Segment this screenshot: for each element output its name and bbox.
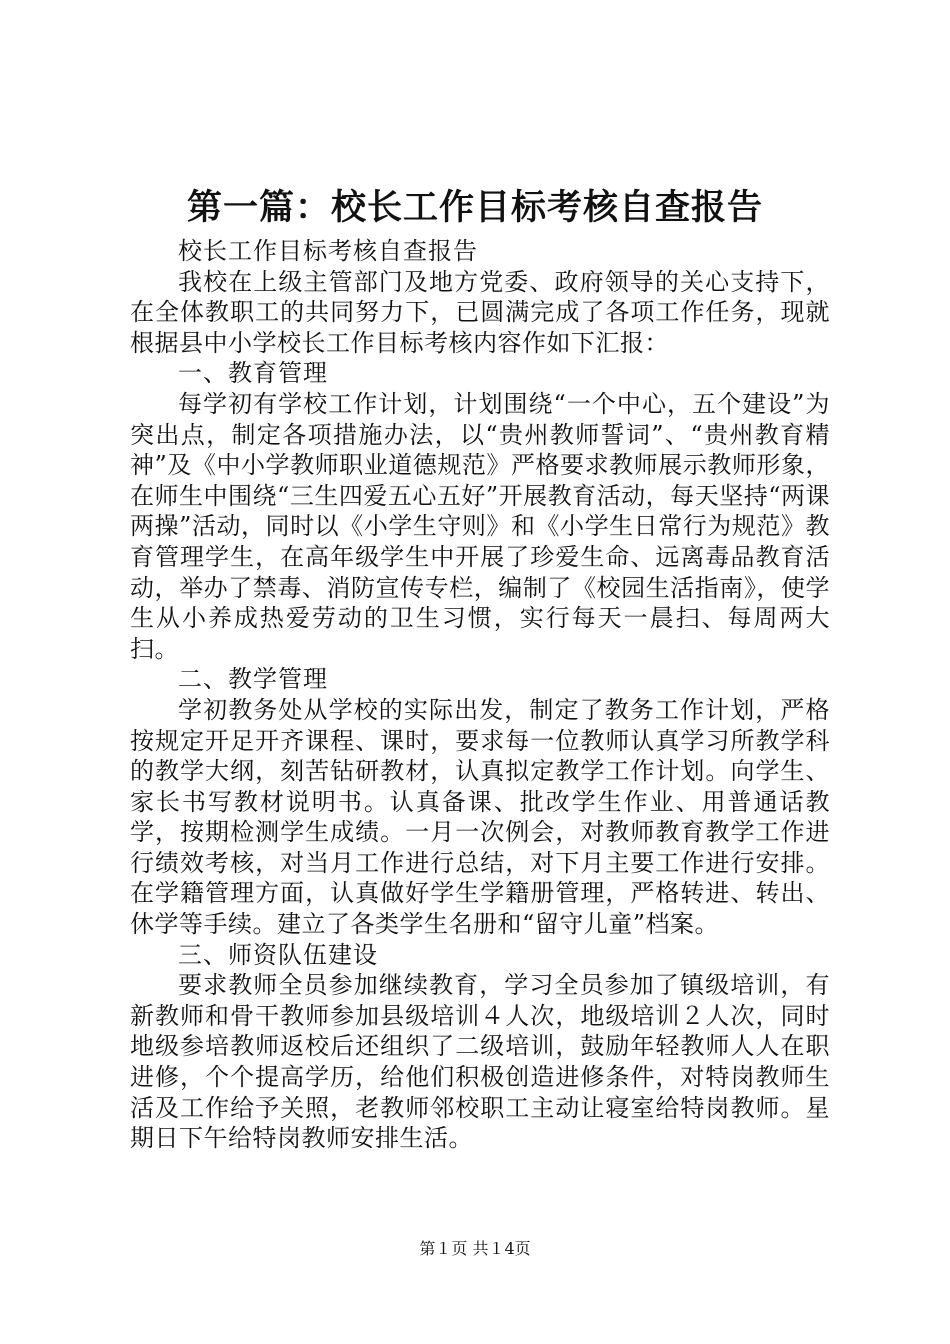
document-subtitle: 校长工作目标考核自查报告: [178, 237, 478, 265]
document-body: [130, 236, 830, 1154]
teacher-team-paragraph: 要求教师全员参加继续教育，学习全员参加了镇级培训，有新教师和骨干教师参加县级培训４人次，地级培训２人次，同时地级参培教师返校后还组织了二级培训，鼓励年轻教师人人在职进修，个个提高学历，给他们积极创造进修条件，对特岗教师生活及工作给予关照，老教师邻校职工主动让寝室给特岗教师。星期日下午给特岗教师安排生活。: [130, 971, 830, 1153]
section-heading-education-management: 一、教育管理: [178, 359, 328, 388]
intro-paragraph: 我校在上级主管部门及地方党委、政府领导的关心支持下，在全体教职工的共同努力下，已圆满完成了各项工作任务，现就根据县中小学校长工作目标考核内容作如下汇报：: [130, 267, 830, 357]
section-heading-teacher-team: 三、师资队伍建设: [178, 940, 378, 969]
section-heading-teaching-management: 二、教学管理: [178, 665, 328, 694]
teaching-management-paragraph: 学初教务处从学校的实际出发，制定了教务工作计划，严格按规定开足开齐课程、课时，要求每一位教师认真学习所教学科的教学大纲，刻苦钻研教材，认真拟定教学工作计划。向学生、家长书写教材说明书。认真备课、批改学生作业、用普通话教学，按期检测学生成绩。一月一次例会，对教师教育教学工作进行绩效考核，对当月工作进行总结，对下月主要工作进行安排。在学籍管理方面，认真做好学生学籍册管理，严格转进、转出、休学等手续。建立了各类学生名册和“留守儿童”档案。: [130, 695, 830, 939]
page-title: 第一篇：校长工作目标考核自查报告: [186, 187, 763, 228]
education-management-paragraph: 每学初有学校工作计划，计划围绕“一个中心，五个建设”为突出点，制定各项措施办法，以“贵州教师誓词”、“贵州教育精神”及《中小学教师职业道德规范》严格要求教师展示教师形象，在师生中围绕“三生四爱五心五好”开展教育活动，每天坚持“两课两操”活动，同时以《小学生守则》和《小学生日常行为规范》教育管理学生，在高年级学生中开展了珍爱生命、远离毒品教育活动，举办了禁毒、消防宣传专栏，编制了《校园生活指南》，使学生从小养成热爱劳动的卫生习惯，实行每天一晨扫、每周两大扫。: [130, 389, 830, 663]
page-number-footer: 第１页 共１4页: [419, 1239, 531, 1258]
